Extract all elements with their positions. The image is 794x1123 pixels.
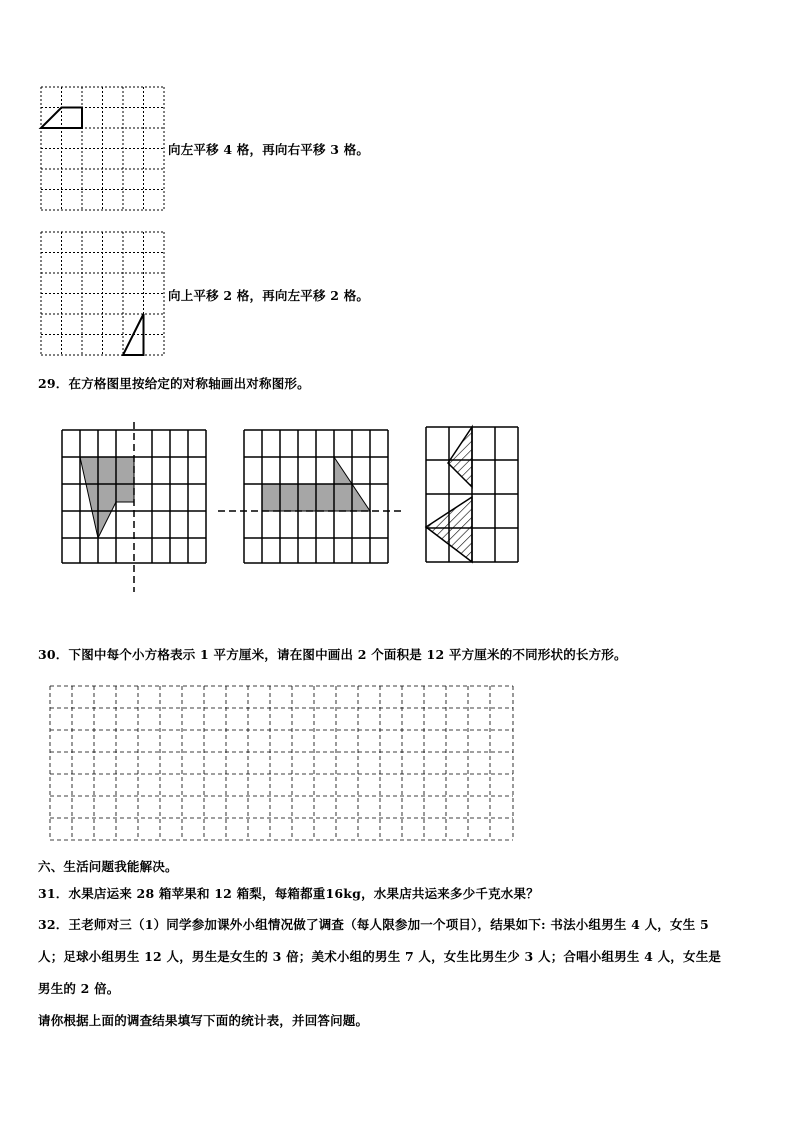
question-31: 31．水果店运来 28 箱苹果和 12 箱梨，每箱都重16kg，水果店共运来多少千克水果？ — [38, 886, 539, 901]
symmetry-grid-2 — [218, 430, 404, 565]
section-6-title: 六、生活问题我能解决。 — [38, 859, 178, 874]
hatched-triangle-top — [448, 427, 472, 487]
question-29: 29．在方格图里按给定的对称轴画出对称图形。 — [38, 376, 310, 391]
area-grid — [50, 686, 513, 840]
translation-grid-1 — [41, 87, 164, 210]
question-32-line-1: 32．王老师对三（1）同学参加课外小组情况做了调查（每人限参加一个项目），结果如下: 书法小组男生 4 人，女生 5 — [38, 917, 709, 932]
question-32-line-3: 男生的 2 倍。 — [38, 981, 120, 996]
translation-grid-2 — [41, 232, 164, 355]
translation-instruction-1: 向左平移 4 格，再向右平移 3 格。 — [168, 142, 370, 157]
question-32-line-4: 请你根据上面的调查结果填写下面的统计表，并回答问题。 — [38, 1013, 369, 1028]
translation-instruction-2: 向上平移 2 格，再向左平移 2 格。 — [168, 288, 370, 303]
symmetry-grid-1 — [62, 430, 206, 592]
symmetry-grid-3 — [426, 427, 518, 562]
question-32-line-2: 人；足球小组男生 12 人，男生是女生的 3 倍；美术小组的男生 7 人，女生比男生少 3 人；合唱小组男生 4 人，女生是 — [38, 949, 722, 964]
shaded-shape — [80, 457, 134, 538]
question-30: 30．下图中每个小方格表示 1 平方厘米，请在图中画出 2 个面积是 12 平方厘米的不同形状的长方形。 — [38, 647, 627, 662]
